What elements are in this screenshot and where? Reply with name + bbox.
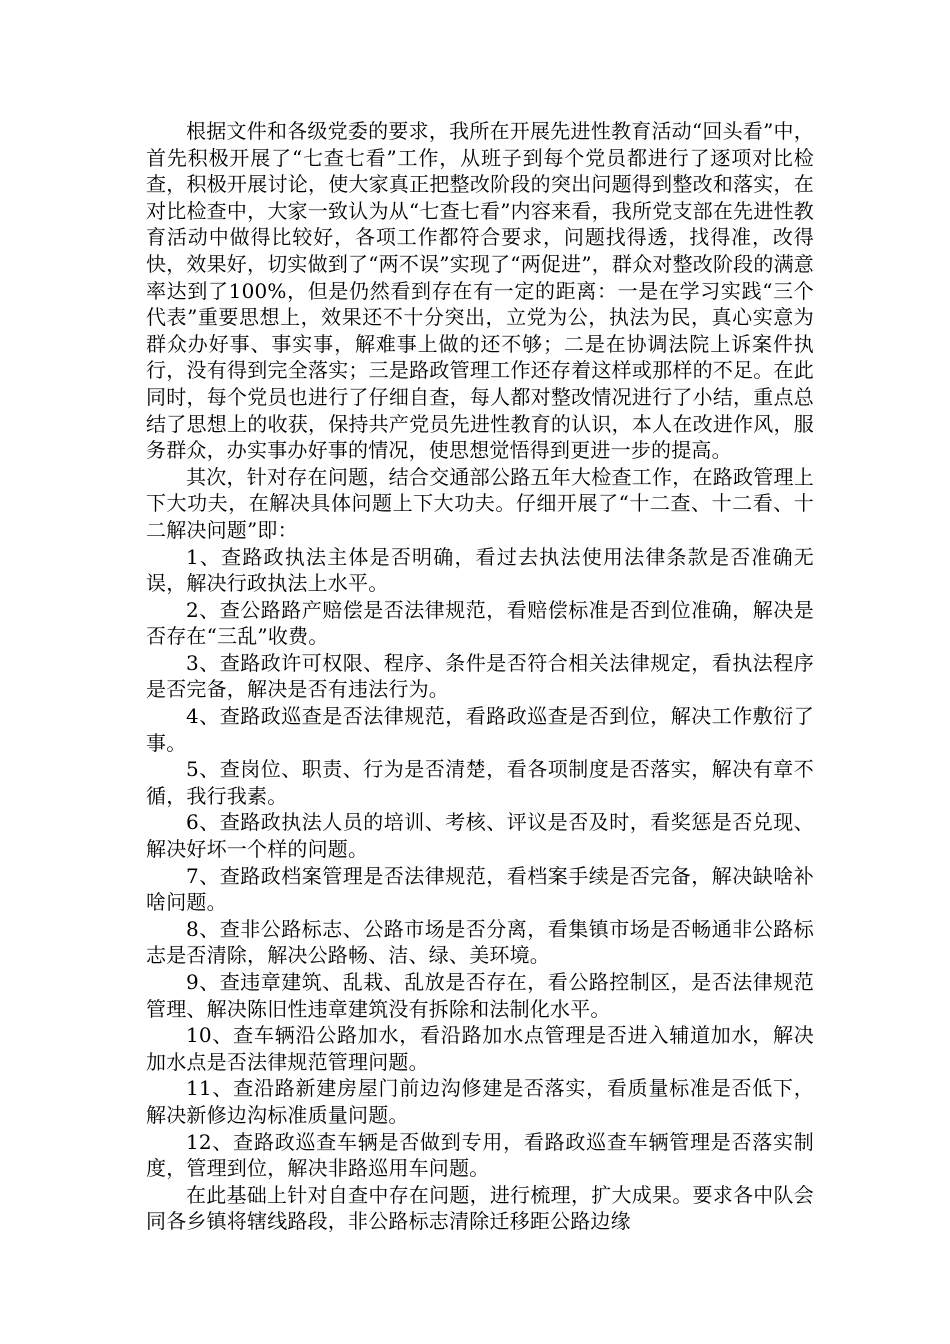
paragraph-intro: 根据文件和各级党委的要求，我所在开展先进性教育活动“回头看”中，首先积极开展了“七查七看”工作，从班子到每个党员都进行了逐项对比检查，积极开展讨论，使大家真正把整改阶段的突出问题得到整改和落实，在对比检查中，大家一致认为从“七查七看”内容来看，我所党支部在先进性教育活动中做得比较好，各项工作都符合要求，问题找得透，找得准，改得快，效果好，切实做到了“两不误”实现了“两促进”，群众对整改阶段的满意率达到了100%，但是仍然看到存在有一定的距离：一是在学习实践“三个代表”重要思想上，效果还不十分突出，立党为公，执法为民，真心实意为群众办好事、事实事，解难事上做的还不够；二是在协调法院上诉案件执行，没有得到完全落实；三是路政管理工作还存着这样或那样的不足。在此同时，每个党员也进行了仔细自查，每人都对整改情况进行了小结，重点总结了思想上的收获，保持共产党员先进性教育的认识，本人在改进作风，服务群众，办实事办好事的情况，使思想觉悟得到更进一步的提高。 (146, 119, 814, 463)
document-page (146, 118, 814, 1235)
list-item-11: 11、查沿路新建房屋门前边沟修建是否落实，看质量标准是否低下，解决新修边沟标准质量问题。 (146, 1076, 814, 1127)
list-item-7: 7、查路政档案管理是否法律规范，看档案手续是否完备，解决缺啥补啥问题。 (146, 863, 814, 915)
list-item-4: 4、查路政巡查是否法律规范，看路政巡查是否到位，解决工作敷衍了事。 (146, 704, 814, 755)
list-item-8: 8、查非公路标志、公路市场是否分离，看集镇市场是否畅通非公路标志是否清除，解决公路畅、洁、绿、美环境。 (146, 916, 814, 968)
list-item-2: 2、查公路路产赔偿是否法律规范，看赔偿标准是否到位准确，解决是否存在“三乱”收费。 (146, 597, 814, 649)
list-item-1: 1、查路政执法主体是否明确，看过去执法使用法律条款是否准确无误，解决行政执法上水平。 (146, 544, 814, 596)
list-item-3: 3、查路政许可权限、程序、条件是否符合相关法律规定，看执法程序是否完备，解决是否有违法行为。 (146, 650, 814, 702)
list-item-12: 12、查路政巡查车辆是否做到专用，看路政巡查车辆管理是否落实制度，管理到位，解决非路巡用车问题。 (146, 1129, 814, 1181)
paragraph-closing: 在此基础上针对自查中存在问题，进行梳理，扩大成果。要求各中队会同各乡镇将辖线路段，非公路标志清除迁移距公路边缘 (146, 1182, 814, 1234)
list-item-6: 6、查路政执法人员的培训、考核、评议是否及时，看奖惩是否兑现、解决好坏一个样的问题。 (146, 810, 814, 862)
paragraph-second: 其次，针对存在问题，结合交通部公路五年大检查工作，在路政管理上下大功夫，在解决具体问题上下大功夫。仔细开展了“十二查、十二看、十二解决问题”即： (146, 464, 814, 542)
list-item-9: 9、查违章建筑、乱栽、乱放是否存在，看公路控制区，是否法律规范管理、解决陈旧性违章建筑没有拆除和法制化水平。 (146, 970, 814, 1021)
list-item-10: 10、查车辆沿公路加水，看沿路加水点管理是否进入辅道加水，解决加水点是否法律规范管理问题。 (146, 1023, 814, 1074)
list-item-5: 5、查岗位、职责、行为是否清楚，看各项制度是否落实，解决有章不循，我行我素。 (146, 757, 814, 808)
